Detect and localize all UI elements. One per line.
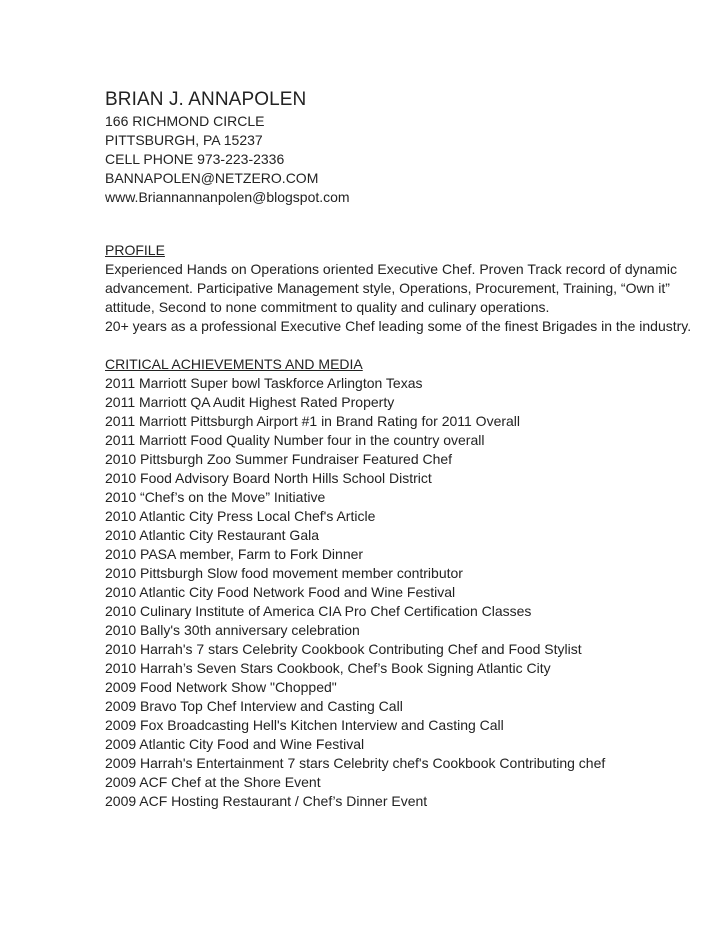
address-line-1: 166 RICHMOND CIRCLE — [105, 113, 265, 129]
address-line-2: PITTSBURGH, PA 15237 — [105, 132, 263, 148]
list-item: 2010 Harrah’s Seven Stars Cookbook, Chef’s Book Signing Atlantic City — [105, 660, 551, 676]
list-item: 2009 ACF Hosting Restaurant / Chef’s Dinner Event — [105, 793, 428, 809]
achievements-heading: CRITICAL ACHIEVEMENTS AND MEDIA — [105, 356, 363, 372]
list-item: 2011 Marriott Super bowl Taskforce Arlington Texas — [105, 375, 423, 391]
list-item: 2009 Harrah's Entertainment 7 stars Celebrity chef's Cookbook Contributing chef — [105, 755, 606, 771]
list-item: 2010 Atlantic City Press Local Chef's Article — [105, 508, 376, 524]
list-item: 2010 “Chef’s on the Move” Initiative — [105, 489, 326, 505]
achievements-list — [105, 374, 705, 811]
list-item: 2010 Pittsburgh Zoo Summer Fundraiser Featured Chef — [105, 451, 453, 467]
list-item: 2009 Atlantic City Food and Wine Festival — [105, 736, 365, 752]
list-item: 2009 Bravo Top Chef Interview and Casting Call — [105, 698, 403, 714]
candidate-name: BRIAN J. ANNAPOLEN — [105, 89, 307, 110]
list-item: 2009 ACF Chef at the Shore Event — [105, 774, 321, 790]
achievements-section — [105, 355, 705, 811]
email-address: BANNAPOLEN@NETZERO.COM — [105, 170, 319, 186]
list-item: 2010 Atlantic City Restaurant Gala — [105, 527, 320, 543]
list-item: 2010 Harrah's 7 stars Celebrity Cookbook Contributing Chef and Food Stylist — [105, 641, 582, 657]
list-item: 2011 Marriott Pittsburgh Airport #1 in Brand Rating for 2011 Overall — [105, 413, 521, 429]
profile-paragraph-2: 20+ years as a professional Executive Chef leading some of the finest Brigades in the industry. — [105, 318, 692, 334]
list-item: 2009 Fox Broadcasting Hell's Kitchen Interview and Casting Call — [105, 717, 504, 733]
list-item: 2010 Atlantic City Food Network Food and Wine Festival — [105, 584, 456, 600]
phone-number: CELL PHONE 973-223-2336 — [105, 151, 285, 167]
list-item: 2009 Food Network Show "Chopped" — [105, 679, 337, 695]
website-url: www.Briannannanpolen@blogspot.com — [105, 189, 350, 205]
list-item: 2011 Marriott Food Quality Number four in the country overall — [105, 432, 485, 448]
profile-section — [105, 241, 705, 336]
list-item: 2010 Culinary Institute of America CIA Pro Chef Certification Classes — [105, 603, 532, 619]
contact-block — [105, 88, 705, 207]
list-item: 2011 Marriott QA Audit Highest Rated Property — [105, 394, 395, 410]
list-item: 2010 PASA member, Farm to Fork Dinner — [105, 546, 364, 562]
list-item: 2010 Bally's 30th anniversary celebration — [105, 622, 360, 638]
list-item: 2010 Pittsburgh Slow food movement member contributor — [105, 565, 463, 581]
list-item: 2010 Food Advisory Board North Hills School District — [105, 470, 432, 486]
profile-heading: PROFILE — [105, 242, 165, 258]
profile-paragraph-1: Experienced Hands on Operations oriented Executive Chef. Proven Track record of dynamic advancement. Participative Management style, Operations, Procurement, Training, “Own it” attitude, Second to none commitment to quality and culinary operations. — [105, 261, 677, 315]
resume-page — [105, 88, 705, 811]
